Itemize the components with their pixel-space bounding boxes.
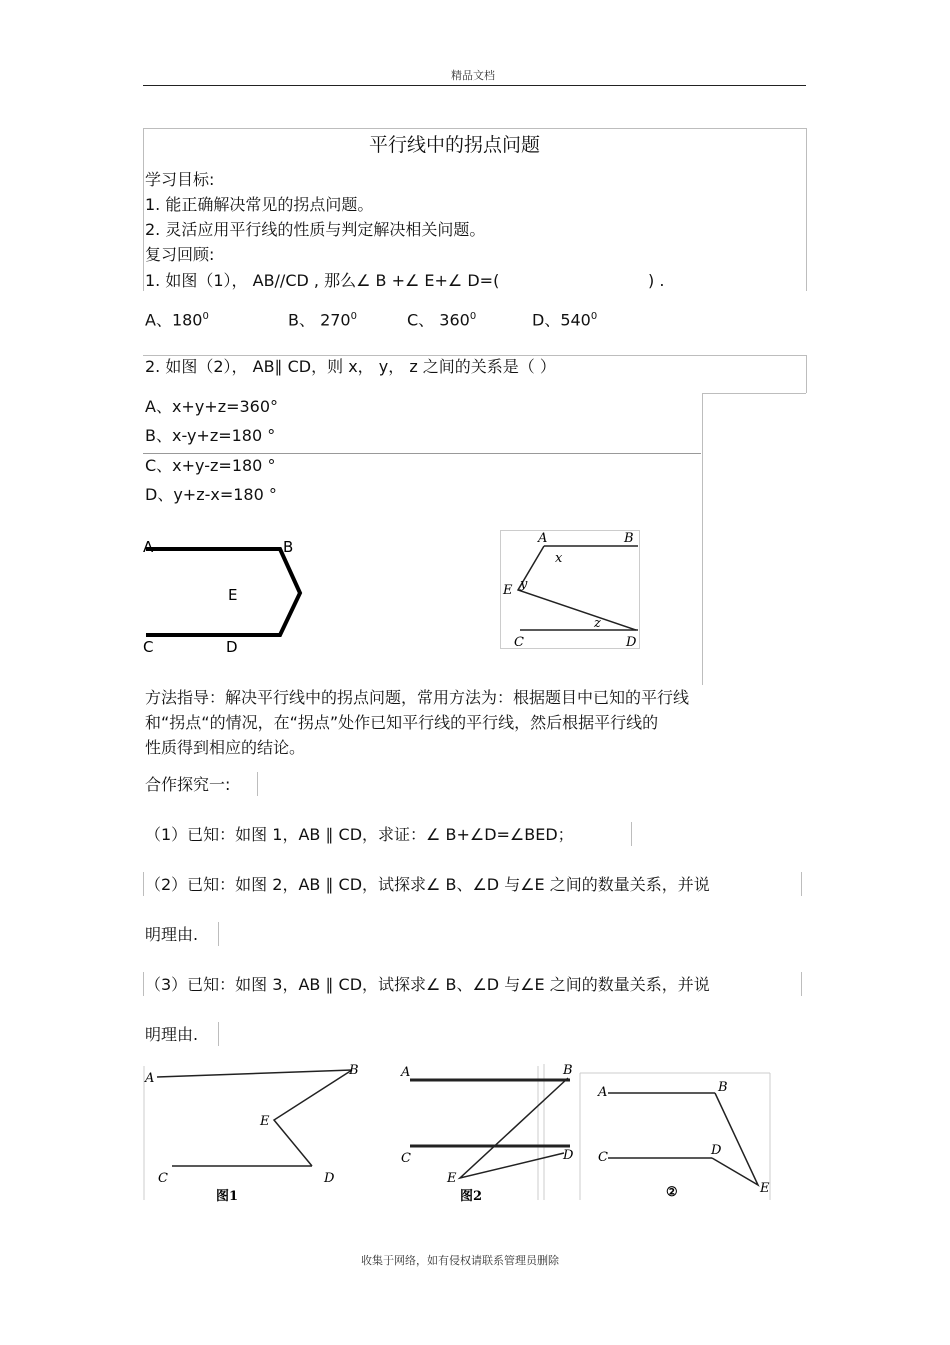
option-sup: 0 [469, 311, 477, 322]
coop-item: 明理由. [145, 925, 199, 944]
border-line [801, 872, 802, 896]
q1-option-a [145, 307, 209, 330]
fig-b3-label-e: E [760, 1181, 770, 1196]
fig-b1-caption: 图1 [216, 1189, 239, 1204]
fig-b1-label-c: C [158, 1171, 168, 1186]
fig-b2-label-e: E [447, 1171, 457, 1186]
border-line [257, 772, 258, 796]
coop-heading: 合作探究一: [145, 775, 231, 794]
border-line [631, 822, 632, 846]
border-line [702, 393, 806, 394]
figure-2-diagram [500, 530, 645, 650]
fig-b1-label-d: D [324, 1171, 335, 1186]
page-header: 精品文档 [451, 69, 495, 82]
figure-1-label-a: A [143, 538, 154, 556]
q1-option-c [407, 307, 476, 330]
fig-b2-label-a: A [401, 1065, 411, 1080]
fig-b1-label-e: E [260, 1114, 270, 1129]
border-line [143, 872, 144, 896]
border-line [218, 1022, 219, 1046]
figure-2-label-e: E [503, 583, 513, 598]
objectives-heading: 学习目标: [145, 170, 215, 189]
option-label: B、 270 [288, 310, 351, 330]
coop-item: （2）已知：如图 2，AB ∥ CD，试探求∠ B、∠D 与∠E 之间的数量关系，并说 [145, 875, 710, 894]
coop-item: 明理由. [145, 1025, 199, 1044]
page-title: 平行线中的拐点问题 [369, 134, 541, 156]
figure-1-label-b: B [283, 538, 294, 556]
figure-1-label-d: D [226, 638, 238, 656]
border-line [806, 355, 807, 393]
bottom-figures [140, 1060, 780, 1210]
page-footer: 收集于网络，如有侵权请联系管理员删除 [361, 1254, 559, 1267]
figure-1-diagram [140, 535, 320, 660]
objective-item: 1. 能正确解决常见的拐点问题。 [145, 195, 374, 214]
bottom-figure-1 [144, 1063, 359, 1204]
fig-b3-caption: ② [666, 1185, 678, 1200]
method-line: 方法指导：解决平行线中的拐点问题，常用方法为：根据题目中已知的平行线 [145, 688, 690, 707]
bottom-figure-2 [400, 1063, 574, 1204]
figure-2-path [518, 546, 636, 630]
option-label: D、540 [532, 310, 591, 330]
option-label: C、 360 [407, 310, 470, 330]
border-line [143, 453, 701, 454]
q2-stem: 2. 如图（2）， AB∥ CD，则 x， y， z 之间的关系是（ ） [145, 357, 556, 376]
figure-1-path [146, 549, 300, 635]
coop-item: （3）已知：如图 3，AB ∥ CD，试探求∠ B、∠D 与∠E 之间的数量关系，并说 [145, 975, 710, 994]
figure-2-label-a: A [538, 531, 548, 546]
fig-b2-label-d: D [563, 1148, 574, 1163]
figure-2-label-b: B [624, 531, 634, 546]
q2-option-d: D、y+z-x=180 ° [145, 485, 277, 504]
review-heading: 复习回顾: [145, 245, 215, 264]
q1-stem: 1. 如图（1）， AB//CD , 那么∠ B +∠ E+∠ D=( [145, 271, 500, 290]
border-line [702, 393, 703, 685]
option-sup: 0 [590, 311, 598, 322]
method-line: 和“拐点“的情况，在“拐点”处作已知平行线的平行线，然后根据平行线的 [145, 713, 659, 732]
q1-option-b [288, 307, 357, 330]
q2-option-a: A、x+y+z=360° [145, 397, 279, 416]
q2-option-b: B、x-y+z=180 ° [145, 426, 276, 445]
fig-b1-label-b: B [349, 1063, 359, 1078]
figure-2-label-c: C [514, 635, 524, 650]
method-line: 性质得到相应的结论。 [145, 738, 306, 757]
option-sup: 0 [202, 311, 209, 322]
border-line [801, 972, 802, 996]
coop-item: （1）已知：如图 1，AB ∥ CD，求证：∠ B+∠D=∠BED； [145, 825, 574, 844]
figure-2-label-z: z [594, 616, 601, 631]
border-line [143, 355, 806, 356]
figure-1-label-c: C [143, 638, 154, 656]
figure-2-label-x: x [555, 551, 563, 566]
border-line [143, 128, 806, 129]
bottom-figure-3 [597, 1080, 770, 1200]
figure-1-label-e: E [228, 586, 238, 604]
fig-b2-label-b: B [563, 1063, 573, 1078]
q1-stem-end: ) . [648, 271, 665, 290]
border-line [143, 972, 144, 996]
fig-b3-label-d: D [711, 1143, 722, 1158]
border-line [806, 128, 807, 291]
q2-option-c: C、x+y-z=180 ° [145, 456, 276, 475]
option-label: A、180 [145, 310, 203, 330]
fig-b3-label-b: B [718, 1080, 728, 1095]
header-rule [143, 85, 806, 86]
border-line [143, 128, 144, 291]
border-line [218, 922, 219, 946]
fig-b1-label-a: A [145, 1071, 155, 1086]
fig-b2-caption: 图2 [460, 1189, 483, 1204]
fig-b3-label-a: A [598, 1085, 608, 1100]
q1-option-d [532, 307, 597, 330]
fig-b3-label-c: C [598, 1150, 608, 1165]
fig-b2-label-c: C [401, 1151, 411, 1166]
objective-item: 2. 灵活应用平行线的性质与判定解决相关问题。 [145, 220, 486, 239]
figure-2-label-y: y [520, 577, 528, 592]
figure-2-label-d: D [626, 635, 637, 650]
option-sup: 0 [350, 311, 357, 322]
